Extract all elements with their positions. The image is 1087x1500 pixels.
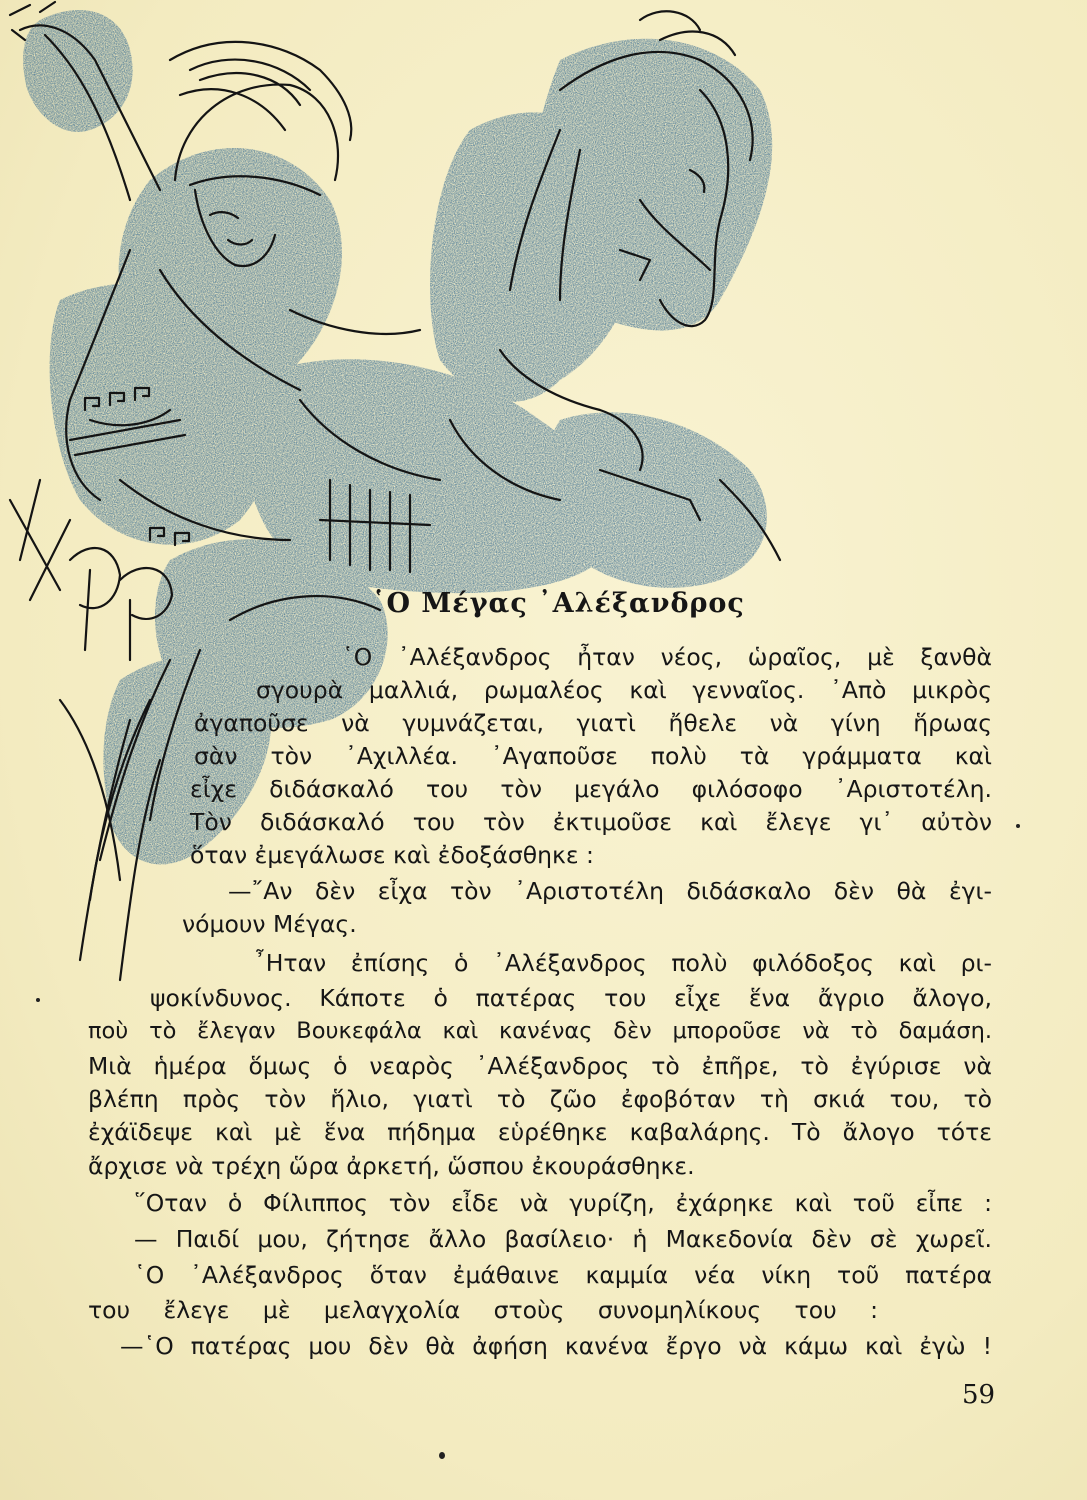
text-line: ὅταν ἐμεγάλωσε καὶ ἐδοξάσθηκε : bbox=[190, 841, 594, 869]
paragraph-3-cont bbox=[88, 1050, 992, 1183]
text-line: ἐχάϊδεψε καὶ μὲ ἕνα πήδημα εὑρέθηκε καβαλάρης. Τὸ ἄλογο τότε bbox=[88, 1118, 992, 1147]
text-line: ῾Ο ᾿Αλέξανδρος ὅταν ἐμάθαινε καμμία νέα νίκη τοῦ πατέρα bbox=[134, 1261, 992, 1289]
text-line: ῏Ηταν ἐπίσης ὁ ᾿Αλέξανδρος πολὺ φιλόδοξος καὶ ρι- bbox=[254, 949, 992, 977]
text-line: σὰν τὸν ᾿Αχιλλέα. ᾿Αγαποῦσε πολὺ τὰ γράμματα καὶ bbox=[194, 742, 992, 770]
text-line: — Παιδί μου, ζήτησε ἄλλο βασίλειο· ἡ Μακεδονία δὲν σὲ χωρεῖ. bbox=[134, 1225, 992, 1253]
paragraph-1 bbox=[342, 641, 992, 674]
paragraph-6 bbox=[134, 1259, 992, 1292]
paragraph-1-cont bbox=[190, 773, 992, 806]
text-line: ποὺ τὸ ἔλεγαν Βουκεφάλα καὶ κανένας δὲν μποροῦσε νὰ τὸ δαμάση. bbox=[88, 1018, 992, 1044]
paragraph-2 bbox=[228, 875, 992, 908]
paragraph-3-cont bbox=[88, 1015, 992, 1048]
paragraph-1-cont bbox=[194, 707, 992, 740]
text-line: ψοκίνδυνος. Κάποτε ὁ πατέρας του εἶχε ἕνα ἄγριο ἄλογο, bbox=[150, 984, 992, 1012]
paragraph-3 bbox=[254, 947, 992, 980]
text-line: εἶχε διδάσκαλό του τὸν μεγάλο φιλόσοφο ᾿Αριστοτέλη. bbox=[190, 775, 992, 803]
page-title: ῾Ο Μέγας ᾿Αλέξανδρος bbox=[372, 588, 745, 619]
page-number: 59 bbox=[962, 1380, 996, 1410]
paragraph-7 bbox=[120, 1330, 992, 1363]
paragraph-1-cont bbox=[190, 806, 992, 839]
paragraph-2-cont bbox=[182, 908, 992, 941]
text-line: ἄρχισε νὰ τρέχη ὥρα ἀρκετή, ὥσπου ἐκουράσθηκε. bbox=[88, 1151, 695, 1180]
text-line: βλέπη πρὸς τὸν ἥλιο, γιατὶ τὸ ζῶο ἐφοβόταν τὴ σκιά του, τὸ bbox=[88, 1085, 992, 1114]
ink-speck bbox=[439, 1452, 445, 1459]
ink-speck bbox=[1016, 824, 1020, 828]
text-line: σγουρὰ μαλλιά, ρωμαλέος καὶ γενναῖος. ᾿Απὸ μικρὸς bbox=[256, 676, 992, 704]
text-line: Μιὰ ἡμέρα ὅμως ὁ νεαρὸς ᾿Αλέξανδρος τὸ ἐπῆρε, τὸ ἐγύρισε νὰ bbox=[88, 1052, 992, 1080]
text-line: ῾Ο ᾿Αλέξανδρος ἦταν νέος, ὡραῖος, μὲ ξανθὰ bbox=[342, 643, 992, 671]
text-line: —῾Ο πατέρας μου δὲν θὰ ἀφήση κανένα ἔργο νὰ κάμω καὶ ἐγὼ ! bbox=[120, 1332, 992, 1360]
text-line: ἀγαποῦσε νὰ γυμνάζεται, γιατὶ ἤθελε νὰ γίνη ἥρωας bbox=[194, 709, 992, 737]
ink-speck bbox=[36, 998, 40, 1002]
paragraph-5 bbox=[134, 1223, 992, 1256]
paragraph-1-cont bbox=[190, 839, 992, 872]
paragraph-6-cont bbox=[88, 1294, 878, 1327]
paragraph-3-cont bbox=[150, 982, 992, 1015]
text-line: ῞Οταν ὁ Φίλιππος τὸν εἶδε νὰ γυρίζη, ἐχάρηκε καὶ τοῦ εἶπε : bbox=[134, 1189, 992, 1217]
text-line: του ἔλεγε μὲ μελαγχολία στοὺς συνομηλίκους του : bbox=[88, 1296, 878, 1324]
paragraph-1-cont bbox=[256, 674, 992, 707]
text-line: —῎Αν δὲν εἶχα τὸν ᾿Αριστοτέλη διδάσκαλο δὲν θὰ ἐγι- bbox=[228, 877, 992, 905]
paragraph-4 bbox=[134, 1187, 992, 1220]
paragraph-1-cont bbox=[194, 740, 992, 773]
text-line: νόμουν Μέγας. bbox=[182, 910, 357, 938]
text-line: Τὸν διδάσκαλό του τὸν ἐκτιμοῦσε καὶ ἔλεγε γι᾿ αὐτὸν bbox=[190, 808, 992, 836]
